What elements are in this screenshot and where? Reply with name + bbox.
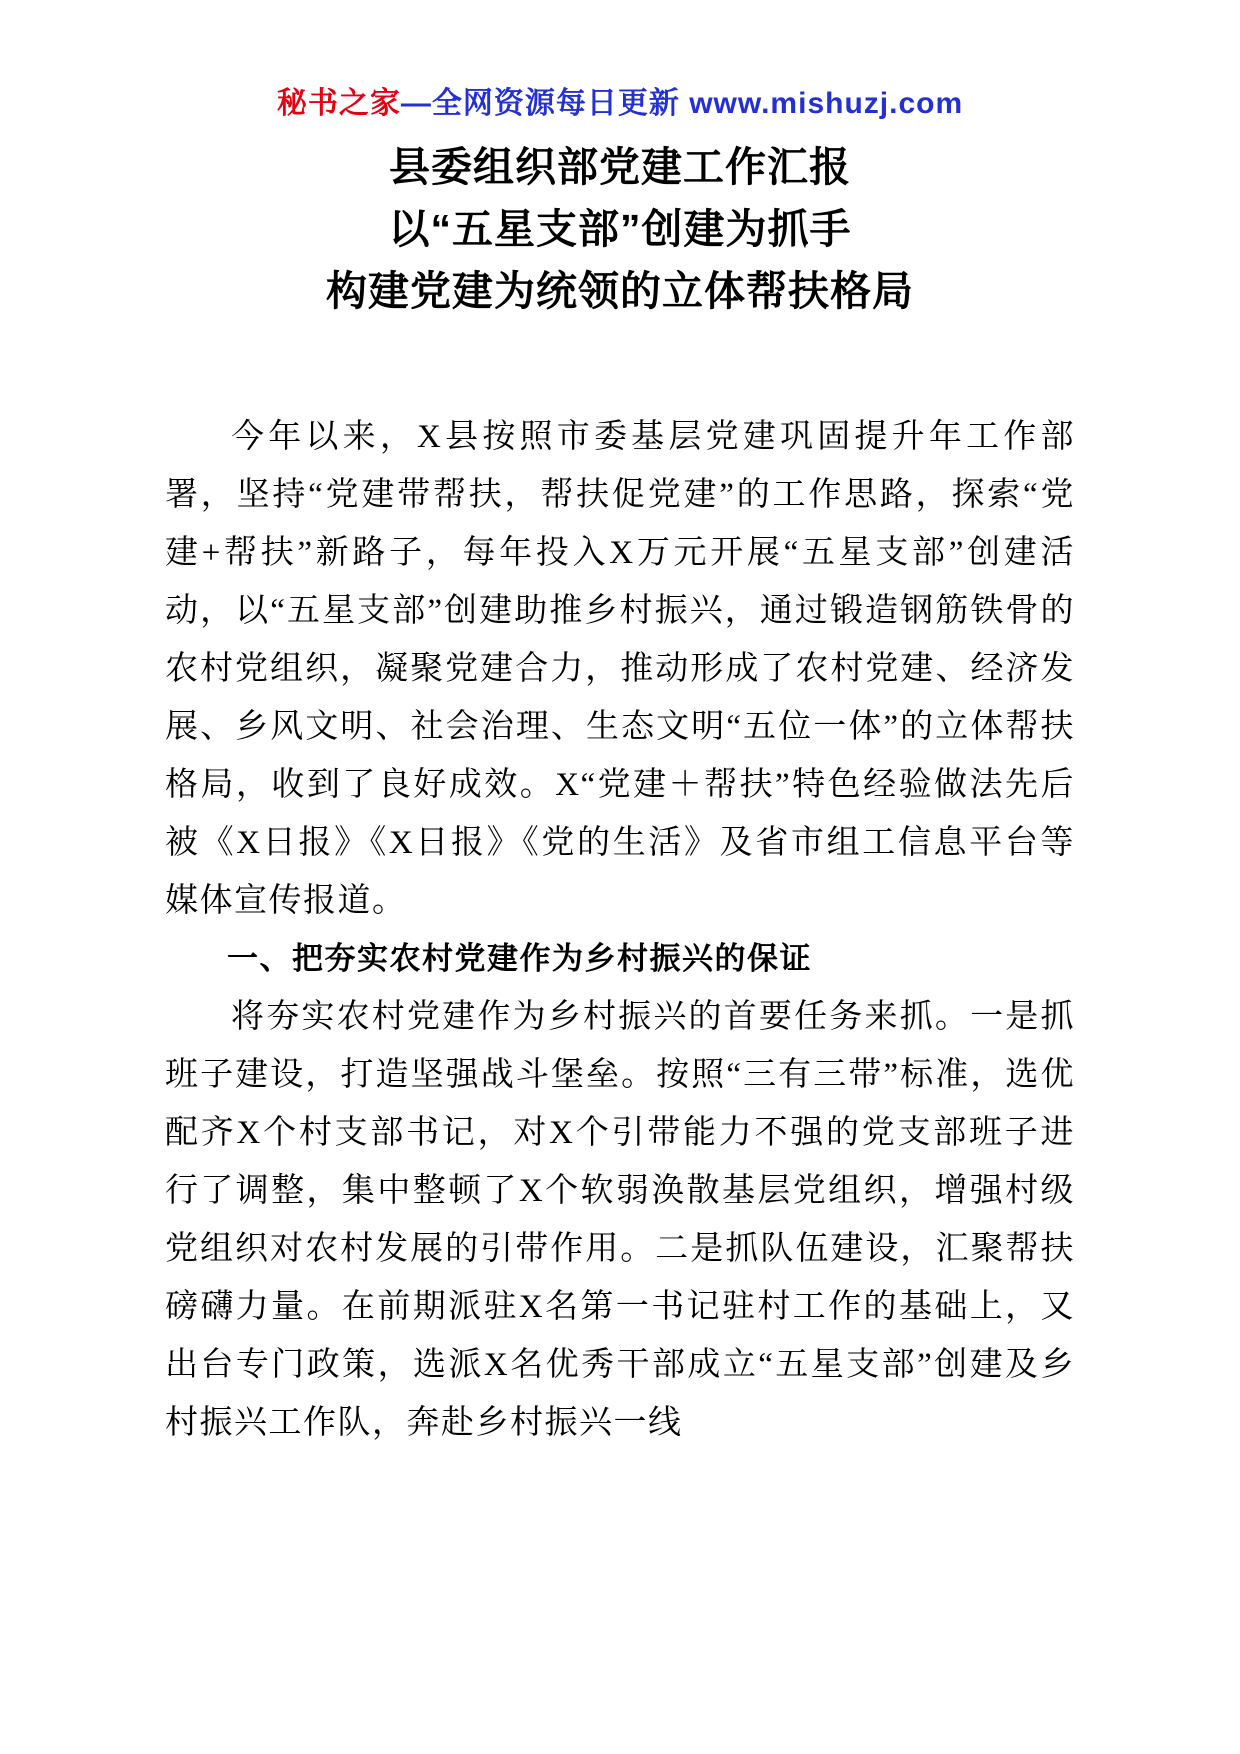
section-heading-1: 一、把夯实农村党建作为乡村振兴的保证 [227,941,812,976]
title-line-1: 县委组织部党建工作汇报 [389,144,851,190]
site-name: 秘书之家 [276,87,401,120]
paragraph-intro: 今年以来，X县按照市委基层党建巩固提升年工作部署，坚持“党建带帮扶，帮扶促党建”的工作思路，探索“党建+帮扶”新路子，每年投入X万元开展“五星支部”创建活动，以“五星支部”创建助推乡村振兴，通过锻造钢筋铁骨的农村党组织，凝聚党建合力，推动形成了农村党建、经济发展、乡风文明、社会治理、生态文明“五位一体”的立体帮扶格局，收到了良好成效。X“党建＋帮扶”特色经验做法先后被《X日报》《X日报》《党的生活》及省市组工信息平台等媒体宣传报道。 [165,419,1075,919]
site-tagline: —全网资源每日更新 [400,87,690,120]
site-url-link[interactable]: www.mishuzj.com [689,87,964,120]
document-body [165,408,1075,1452]
title-line-2: 以“五星支部”创建为抓手 [388,206,852,252]
document-title [165,136,1075,322]
site-header [165,78,1075,122]
title-line-3: 构建党建为统领的立体帮扶格局 [326,268,914,314]
paragraph-section-1: 将夯实农村党建作为乡村振兴的首要任务来抓。一是抓班子建设，打造坚强战斗堡垒。按照“三有三带”标准，选优配齐X个村支部书记，对X个引带能力不强的党支部班子进行了调整，集中整顿了X个软弱涣散基层党组织，增强村级党组织对农村发展的引带作用。二是抓队伍建设，汇聚帮扶磅礴力量。在前期派驻X名第一书记驻村工作的基础上，又出台专门政策，选派X名优秀干部成立“五星支部”创建及乡村振兴工作队，奔赴乡村振兴一线 [165,999,1075,1441]
